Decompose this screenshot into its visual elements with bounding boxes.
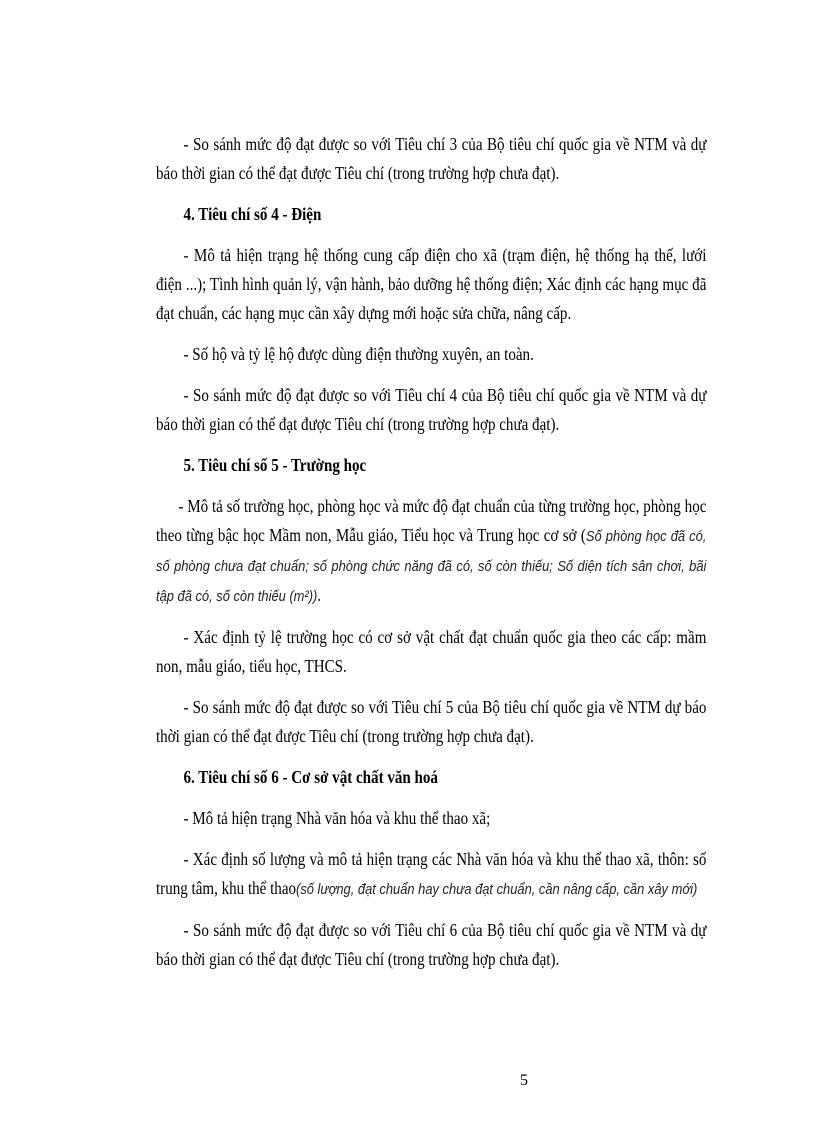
heading-criterion-5: 5. Tiêu chí số 5 - Trường học	[183, 455, 367, 475]
heading-criterion-6: 6. Tiêu chí số 6 - Cơ sở vật chất văn hoá	[183, 767, 438, 787]
page-content	[156, 130, 707, 986]
paragraph-criterion-6-comparison: - So sánh mức độ đạt được so với Tiêu chí 6 của Bộ tiêu chí quốc gia về NTM và dự báo thời gian có thể đạt được Tiêu chí (trong trường hợp chưa đạt).	[156, 920, 707, 969]
schools-status-text: - Mô tả số trường học, phòng học và mức độ đạt chuẩn của từng trường học, phòng học theo từng bậc học Mầm non, Mẫu giáo, Tiểu học và Trung học cơ sở (	[156, 496, 707, 545]
culture-count-italic: (số lượng, đạt chuẩn hay chưa đạt chuẩn, cần nâng cấp, cần xây mới)	[296, 881, 698, 898]
paragraph-electric-status: - Mô tả hiện trạng hệ thống cung cấp điện cho xã (trạm điện, hệ thống hạ thế, lưới điện ...); Tình hình quản lý, vận hành, bảo dưỡng hệ thống điện; Xác định các hạng mục đã đạt chuẩn, các hạng mục cần xây dựng mới hoặc sửa chữa, nâng cấp.	[156, 245, 707, 323]
paragraph-schools-status	[156, 492, 706, 611]
culture-count-text: - Xác định số lượng và mô tả hiện trạng các Nhà văn hóa và khu thể thao xã, thôn: số trung tâm, khu thể thao	[156, 849, 707, 898]
paragraph-schools-ratio: - Xác định tỷ lệ trường học có cơ sở vật chất đạt chuẩn quốc gia theo các cấp: mầm non, mẫu giáo, tiểu học, THCS.	[156, 627, 707, 676]
paragraph-culture-count	[156, 845, 706, 904]
paragraph-criterion-3-comparison: - So sánh mức độ đạt được so với Tiêu chí 3 của Bộ tiêu chí quốc gia về NTM và dự báo thời gian có thể đạt được Tiêu chí (trong trường hợp chưa đạt).	[156, 134, 707, 183]
schools-status-tail: .	[317, 585, 322, 605]
page-number: 5	[520, 1072, 528, 1089]
schools-status-italic: Số phòng học đã có, số phòng chưa đạt chuẩn; số phòng chức năng đã có, số còn thiếu; Số diện tích sân chơi, bãi tập đã có, số còn thiếu (m²))	[156, 528, 707, 605]
paragraph-culture-status: - Mô tả hiện trạng Nhà văn hóa và khu thể thao xã;	[183, 808, 491, 828]
paragraph-electric-households: - Số hộ và tỷ lệ hộ được dùng điện thường xuyên, an toàn.	[183, 344, 534, 364]
paragraph-criterion-4-comparison: - So sánh mức độ đạt được so với Tiêu chí 4 của Bộ tiêu chí quốc gia về NTM và dự báo thời gian có thể đạt được Tiêu chí (trong trường hợp chưa đạt).	[156, 385, 707, 434]
paragraph-criterion-5-comparison: - So sánh mức độ đạt được so với Tiêu chí 5 của Bộ tiêu chí quốc gia về NTM dự báo thời gian có thể đạt được Tiêu chí (trong trường hợp chưa đạt).	[156, 697, 707, 746]
heading-criterion-4: 4. Tiêu chí số 4 - Điện	[183, 204, 322, 224]
